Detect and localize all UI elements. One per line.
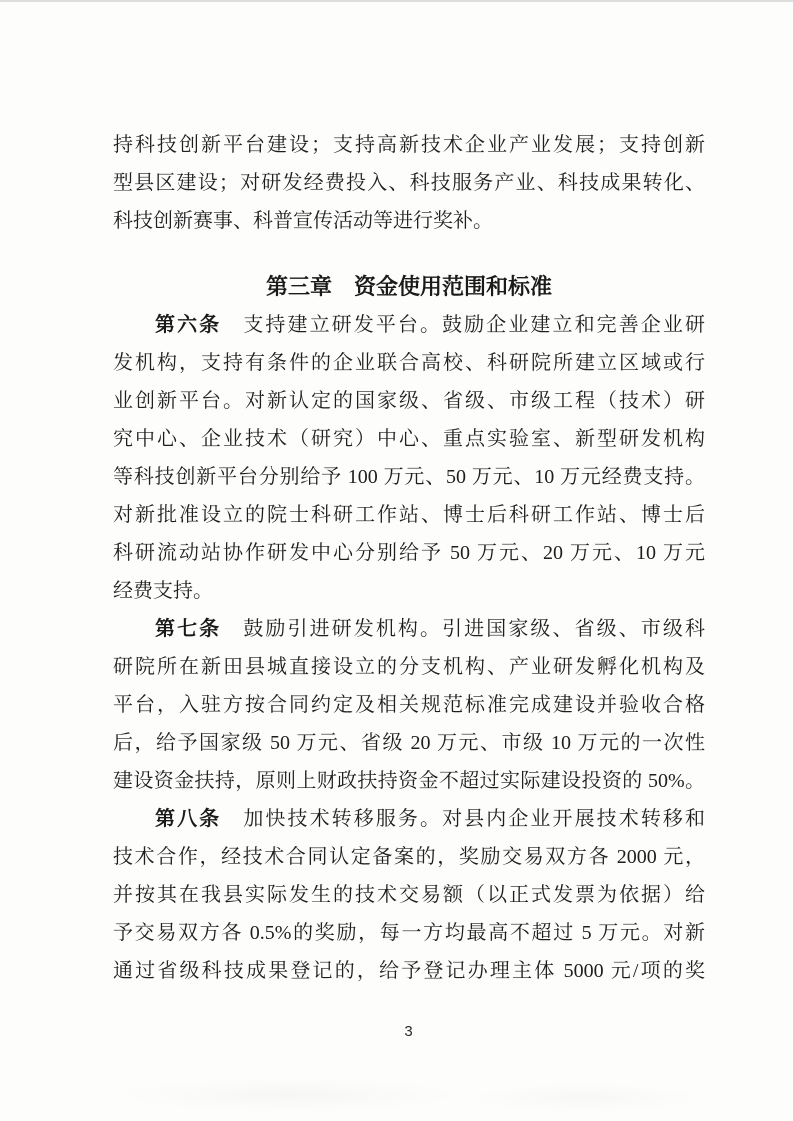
article-first-line [113,610,705,648]
article-number: 第八条 [155,808,222,830]
paragraph-line: 加快技术转移服务。对县内企业开展技术转移和 [221,808,705,830]
article-number: 第七条 [155,618,222,640]
paragraph-line: 持科技创新平台建设；支持高新技术企业产业发展；支持创新 [113,134,705,156]
document-content [113,126,705,990]
chapter-heading: 第三章 资金使用范围和标准 [265,274,552,299]
paragraph-line: 通过省级科技成果登记的，给予登记办理主体 5000 元/项的奖 [113,960,705,982]
paragraph-line: 对新批准设立的院士科研工作站、博士后科研工作站、博士后 [113,504,705,526]
paragraph-line: 科技创新赛事、科普宣传活动等进行奖补。 [113,210,493,232]
paragraph-line: 技术合作，经技术合同认定备案的，奖励交易双方各 2000 元， [113,846,705,868]
article-number: 第六条 [155,314,222,336]
paragraph-line: 业创新平台。对新认定的国家级、省级、市级工程（技术）研 [113,390,705,412]
page-number: 3 [404,1023,413,1040]
paragraph-line: 科研流动站协作研发中心分别给予 50 万元、20 万元、10 万元 [113,542,705,564]
paragraph-line: 等科技创新平台分别给予 100 万元、50 万元、10 万元经费支持。 [113,466,705,488]
paragraph-line: 发机构，支持有条件的企业联合高校、科研院所建立区域或行 [113,352,705,374]
paragraph-line: 平台，入驻方按合同约定及相关规范标准完成建设并验收合格 [113,694,705,716]
scan-smudge [120,1078,460,1112]
paragraph-line: 经费支持。 [113,580,213,602]
scan-smudge [470,1084,700,1112]
article-first-line [113,306,705,344]
paragraph-line: 究中心、企业技术（研究）中心、重点实验室、新型研发机构 [113,428,705,450]
paragraph-line: 建设资金扶持，原则上财政扶持资金不超过实际建设投资的 50%。 [113,770,705,792]
paragraph-line: 予交易双方各 0.5%的奖励，每一方均最高不超过 5 万元。对新 [113,922,705,944]
paragraph-line: 后，给予国家级 50 万元、省级 20 万元、市级 10 万元的一次性 [113,732,705,754]
paragraph-line: 并按其在我县实际发生的技术交易额（以正式发票为依据）给 [113,884,705,906]
paragraph-line: 型县区建设；对研发经费投入、科技服务产业、科技成果转化、 [113,172,705,194]
article-first-line [113,800,705,838]
scan-edge-line [0,0,793,2]
paragraph-line: 支持建立研发平台。鼓励企业建立和完善企业研 [221,314,705,336]
paragraph-line: 研院所在新田县城直接设立的分支机构、产业研发孵化机构及 [113,656,705,678]
paragraph-line: 鼓励引进研发机构。引进国家级、省级、市级科 [221,618,705,640]
